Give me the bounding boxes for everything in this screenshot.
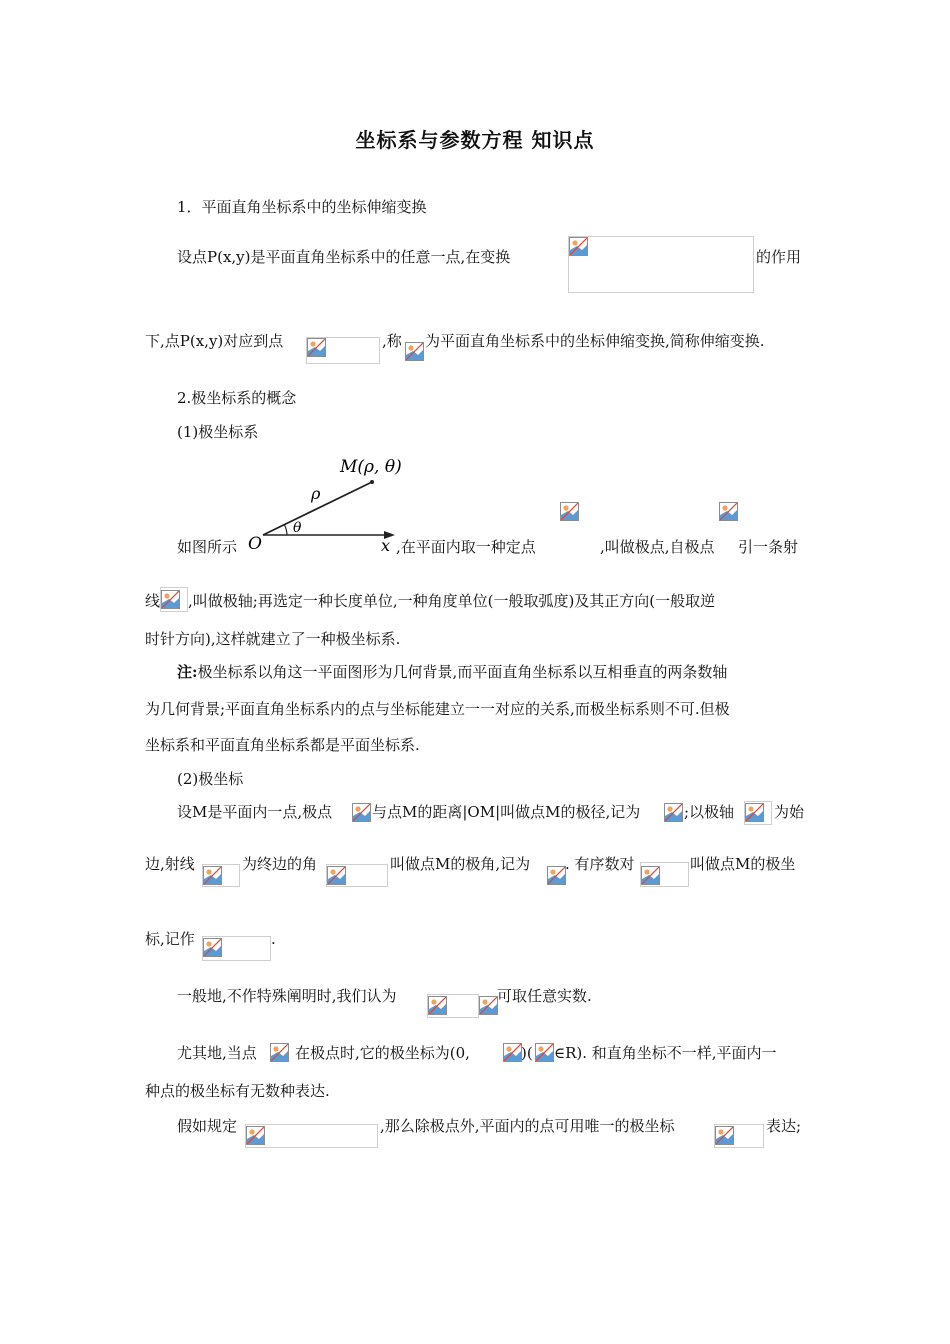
s1-text: 为平面直角坐标系中的坐标伸缩变换,简称伸缩变换. [425,332,765,350]
note-text: 极坐标系以角这一平面图形为几何背景,而平面直角坐标系以互相垂直的两条数轴 [197,663,728,681]
pc-text: 与点M的距离|OM|叫做点M的极径,记为 [372,803,641,821]
rule-text: ,那么除极点外,平面内的点可用唯一的极坐标 [380,1117,675,1135]
pc-text: 叫做点M的极坐 [690,855,796,873]
broken-image-icon [352,803,371,822]
rule-text: 表达; [766,1117,802,1135]
general-text: 可取任意实数. [497,987,592,1005]
broken-image-icon [745,803,764,822]
pc-text: . [271,930,276,948]
section-2-heading: 2.极坐标系的概念 [177,389,297,407]
rule-text: 假如规定 [177,1117,238,1135]
special-text: ∈R). 和直角坐标不一样,平面内一 [554,1044,777,1062]
broken-image-icon [547,866,566,885]
special-text: 在极点时,它的极坐标为(0, [295,1044,470,1062]
s2-text: ,在平面内取一种定点 [396,538,536,556]
subsection-heading: (2)极坐标 [177,770,244,788]
s1-text: 设点P(x,y)是平面直角坐标系中的任意一点,在变换 [177,248,511,266]
pc-text: ;以极轴 [684,803,735,821]
point-m-label: M(ρ, θ) [340,457,402,477]
broken-image-icon [246,1126,265,1145]
broken-image-icon [569,237,588,256]
pc-text: 边,射线 [145,855,195,873]
section-1-heading: 1．平面直角坐标系中的坐标伸缩变换 [177,198,427,216]
broken-image-icon [307,338,326,357]
s2-text: 线 [145,592,161,610]
theta-label: θ [293,520,302,536]
point-m [370,480,374,484]
broken-image-icon [535,1043,554,1062]
rho-label: ρ [311,484,321,503]
x-axis-label: x [381,536,391,555]
angle-arc [284,524,287,535]
note-text: 为几何背景;平面直角坐标系内的点与坐标能建立一一对应的关系,而极坐标系则不可.但极 [145,700,730,718]
pc-text: 标,记作 [145,930,195,948]
pc-text: 为终边的角 [242,855,318,873]
broken-image-icon [270,1043,289,1062]
general-text: 一般地,不作特殊阐明时,我们认为 [177,987,397,1005]
broken-image-icon [479,996,498,1015]
broken-image-icon [641,866,660,885]
s2-text: 如图所示 [177,538,238,556]
broken-image-icon [719,502,738,521]
pc-text: 叫做点M的极角,记为 [390,855,531,873]
broken-image-icon [560,502,579,521]
page-title: 坐标系与参数方程 知识点 [355,128,595,152]
note-line [177,661,727,683]
broken-image-icon [664,803,683,822]
special-text: )( [521,1044,533,1062]
special-text: 种点的极坐标有无数种表达. [145,1082,330,1100]
s1-text: ,称 [382,332,402,350]
note-text: 坐标系和平面直角坐标系都是平面坐标系. [145,736,420,754]
s2-text: 时针方向),这样就建立了一种极坐标系. [145,630,401,648]
s2-text: ,叫做极点,自极点 [600,538,715,556]
s1-text: 的作用 [756,248,802,266]
note-label: 注: [177,663,198,681]
broken-image-icon [715,1126,734,1145]
formula-placeholder [568,236,754,293]
broken-image-icon [161,590,180,609]
origin-label: O [248,534,262,554]
s2-text: ,叫做极轴;再选定一种长度单位,一种角度单位(一般取弧度)及其正方向(一般取逆 [188,592,716,610]
s2-text: 引一条射 [738,538,799,556]
s1-text: 下,点P(x,y)对应到点 [145,332,284,350]
special-text: 尤其地,当点 [177,1044,257,1062]
pc-text: 设M是平面内一点,极点 [177,803,333,821]
broken-image-icon [327,866,346,885]
pc-text: . 有序数对 [565,855,635,873]
pc-text: 为始 [774,803,805,821]
subsection-heading: (1)极坐标系 [177,423,259,441]
polar-diagram [245,450,405,560]
broken-image-icon [405,342,424,361]
broken-image-icon [428,996,447,1015]
broken-image-icon [203,938,222,957]
broken-image-icon [503,1043,522,1062]
broken-image-icon [203,866,222,885]
